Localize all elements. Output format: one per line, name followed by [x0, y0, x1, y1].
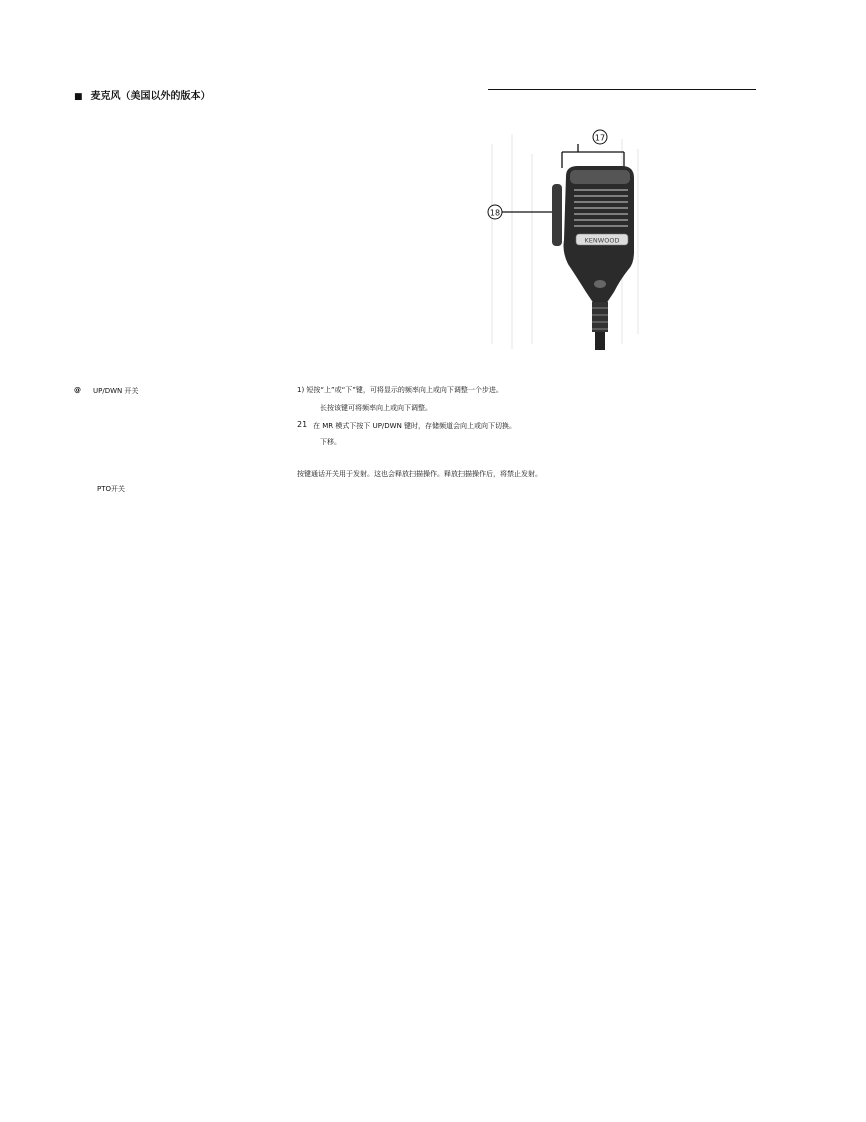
heading-bullet: ■	[74, 92, 83, 102]
updwn-line-1: 1) 短按“上”或“下”键，可将显示的频率向上或向下调整一个步进。	[297, 386, 503, 394]
updwn-line-3-number: 21	[297, 420, 308, 429]
microphone-figure	[482, 124, 648, 354]
ptt-label: PTO开关	[97, 485, 126, 493]
updwn-marker: @	[74, 386, 81, 394]
microphone-cable	[592, 302, 608, 350]
callout-18-number: 18	[489, 208, 501, 218]
brand-logo: KENWOOD	[584, 236, 620, 245]
section-heading	[74, 87, 211, 102]
heading-title: 麦克风（美国以外的版本）	[90, 91, 211, 102]
updwn-line-3: 在 MR 模式下按下 UP/DWN 键时，存储频道会向上或向下切换。	[313, 422, 517, 430]
updwn-label: UP/DWN 开关	[93, 387, 139, 395]
header-rule	[488, 89, 756, 90]
updwn-line-2: 长按该键可将频率向上或向下调整。	[320, 404, 432, 412]
callout-17-bracket	[562, 144, 624, 168]
ptt-side-button	[552, 184, 562, 246]
ptt-description: 按键通话开关用于发射。这也会释放扫描操作。释放扫描操作后，将禁止发射。	[297, 470, 542, 478]
callout-17-number: 17	[594, 133, 606, 143]
microphone-top-panel	[570, 170, 630, 184]
updwn-line-4: 下移。	[320, 438, 341, 446]
body-highlight	[594, 280, 606, 288]
microphone-grille	[574, 190, 628, 226]
